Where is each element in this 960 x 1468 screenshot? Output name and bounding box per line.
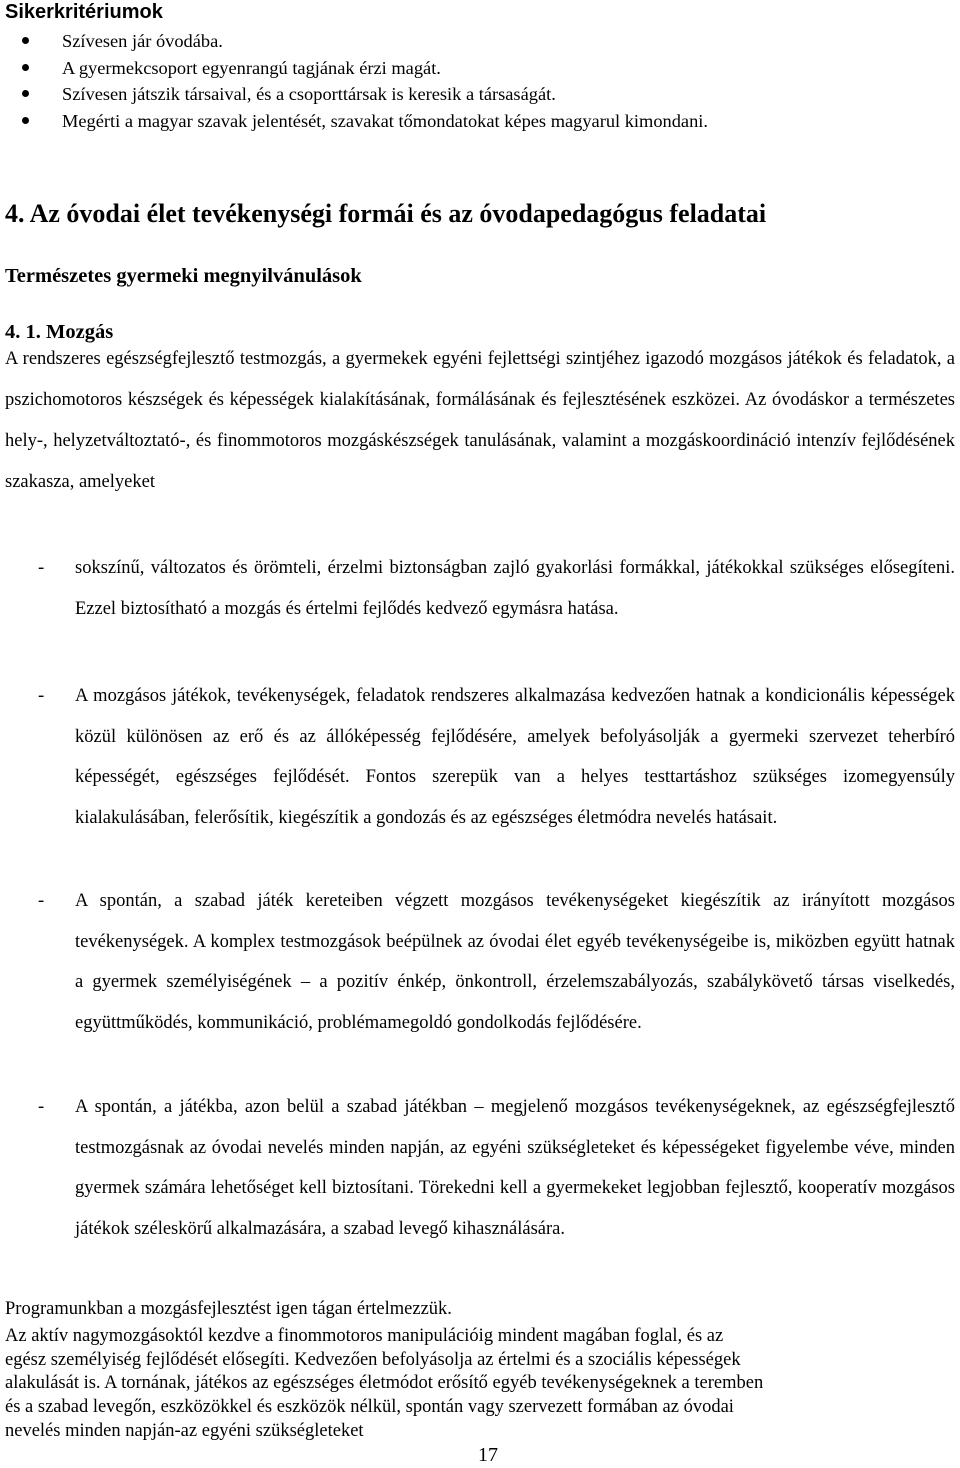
- bullet-icon: [22, 117, 29, 124]
- list-item: [0, 108, 708, 135]
- page-number: 17: [478, 1444, 498, 1466]
- list-item-text: Megérti a magyar szavak jelentését, szavakat tőmondatokat képes magyarul kimondani.: [62, 110, 708, 131]
- list-item-text: Szívesen játszik társaival, és a csoporttársak is keresik a társaságát.: [62, 84, 556, 104]
- text-line: alakulását is. A tornának, játékos az egészséges életmódot erősítő egyéb tevékenységeknek a teremben: [5, 1373, 764, 1394]
- dash-marker: -: [38, 1097, 45, 1117]
- dash-list-item-text: A mozgásos játékok, tevékenységek, feladatok rendszeres alkalmazása kedvezően hatnak a kondicionális képességek közül különösen az erő és az állóképesség fejlődésére, amelyek befolyásolják a gyermeki szervezet teherbíró képességét, egészséges fejlődését. Fontos szerepük van a helyes testtartáshoz szükséges izomegyensúly kialakulásában, felerősítik, kiegészítik a gondozás és az egészséges életmódra nevelés hatásait.: [75, 686, 955, 828]
- dash-marker: -: [38, 558, 45, 578]
- list-item: [0, 81, 708, 108]
- dash-list-item-text: sokszínű, változatos és örömteli, érzelmi biztonságban zajló gyakorlási formákkal, játékokkal szükséges elősegíteni. Ezzel biztosítható a mozgás és értelmi fejlődés kedvező egymásra hatása.: [75, 558, 955, 619]
- aktiv-paragraph: [5, 1325, 955, 1444]
- text-line: egész személyiség fejlődését elősegíti. Kedvezően befolyásolja az értelmi és a szociális képességek: [5, 1349, 741, 1370]
- dash-list-item-text: A spontán, a játékba, azon belül a szabad játékban – megjelenő mozgásos tevékenységeknek, az egészségfejlesztő testmozgásnak az óvodai nevelés minden napján, az egyéni szükségleteket és képességeket figyelembe véve, minden gyermek számára lehetőséget kell biztosítani. Törekedni kell a gyermekeket legjobban fejlesztő, kooperatív mozgásos játékok széleskörű alkalmazására, a szabad levegő kihasználására.: [75, 1097, 955, 1239]
- dash-marker: -: [38, 686, 45, 706]
- text-line: és a szabad levegőn, eszközökkel és eszközök nélkül, spontán vagy szervezett formában az óvodai: [5, 1397, 734, 1418]
- program-paragraph: Programunkban a mozgásfejlesztést igen tágan értelmezzük.: [5, 1299, 452, 1319]
- dash-marker: -: [38, 891, 45, 911]
- subtitle: Természetes gyermeki megnyilvánulások: [5, 265, 362, 287]
- bullet-icon: [22, 37, 29, 44]
- subsection-title: 4. 1. Mozgás: [5, 321, 114, 343]
- list-item-text: A gyermekcsoport egyenrangú tagjának érzi magát.: [62, 57, 441, 78]
- dash-list-item-text: A spontán, a szabad játék kereteiben végzett mozgásos tevékenységeket kiegészítik az irányított mozgásos tevékenységek. A komplex testmozgások beépülnek az óvodai élet egyéb tevékenységeibe is, miközben együtt hatnak a gyermek személyiségének – a pozitív énkép, önkontroll, érzelemszabályozás, szabálykövető társas viselkedés, együttműködés, kommunikáció, problémamegoldó gondolkodás fejlődésére.: [75, 891, 955, 1033]
- text-line: Az aktív nagymozgásoktól kezdve a finommotoros manipulációig mindent magában foglal, és az: [5, 1326, 724, 1346]
- section-title: 4. Az óvodai élet tevékenységi formái és az óvodapedagógus feladatai: [5, 199, 767, 228]
- criteria-heading: Sikerkritériumok: [5, 1, 163, 23]
- list-item: [0, 55, 708, 82]
- bullet-icon: [22, 64, 29, 71]
- text-line: nevelés minden napján-az egyéni szükségleteket: [5, 1420, 364, 1441]
- list-item: [0, 28, 708, 55]
- list-item-text: Szívesen jár óvodába.: [62, 31, 223, 51]
- bullet-icon: [22, 90, 29, 97]
- criteria-list: [0, 28, 708, 134]
- intro-paragraph: A rendszeres egészségfejlesztő testmozgás, a gyermekek egyéni fejlettségi szintjéhez igazodó mozgásos játékok és feladatok, a pszichomotoros készségek és képességek kialakításának, formálásának és fejlesztésének eszközei. Az óvodáskor a természetes hely-, helyzetváltoztató-, és finommotoros mozgáskészségek tanulásának, valamint a mozgáskoordináció intenzív fejlődésének szakasza, amelyeket: [5, 349, 955, 492]
